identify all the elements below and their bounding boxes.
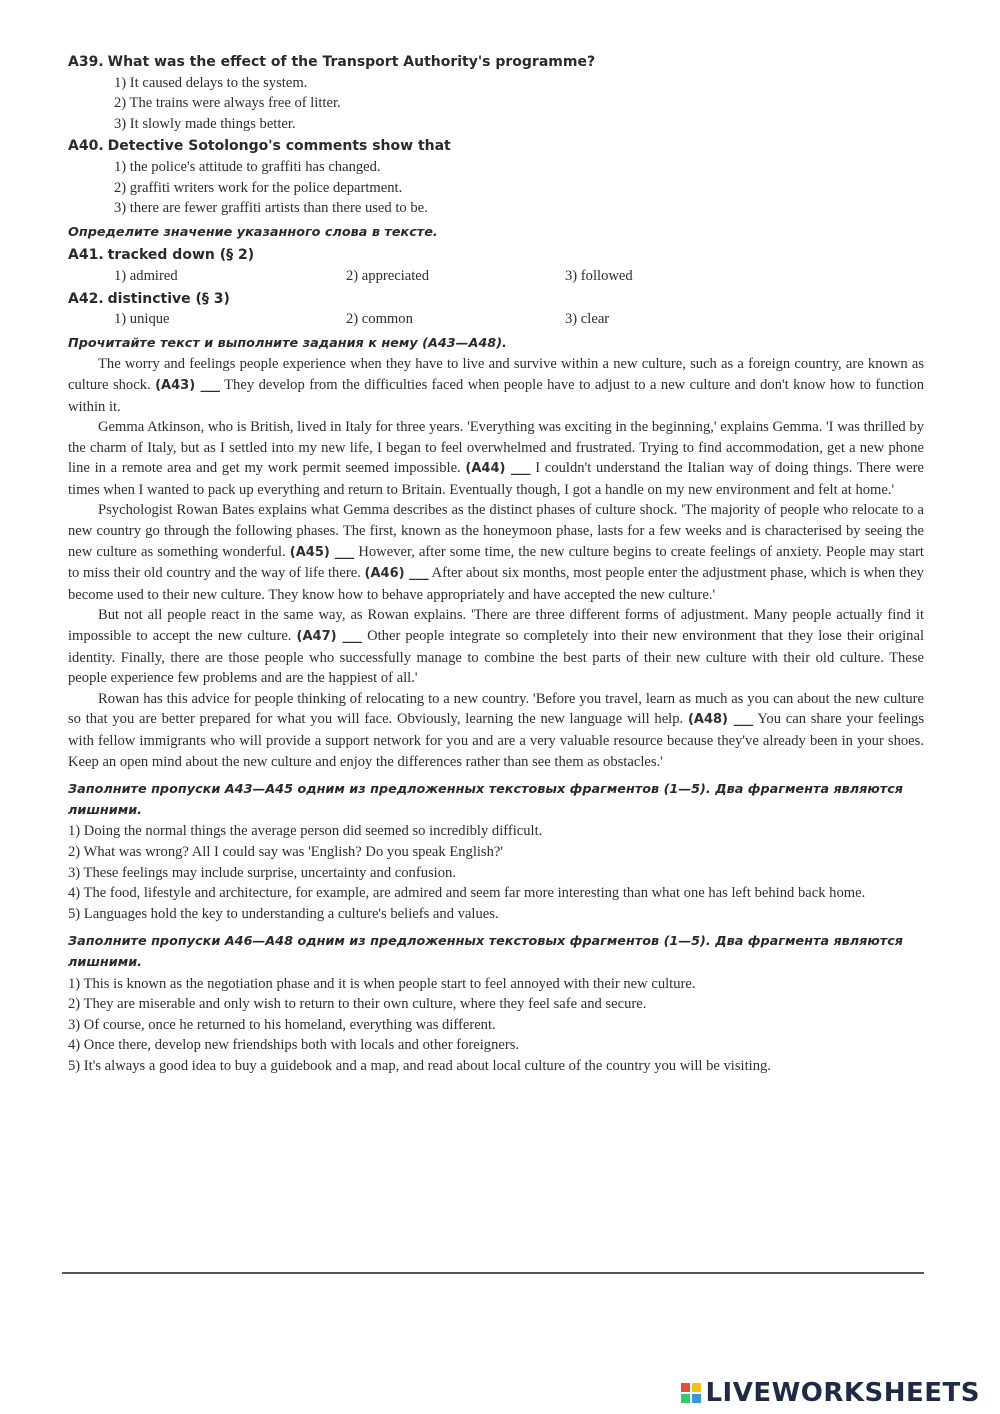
logo-square <box>681 1394 690 1403</box>
gap-a43[interactable]: (A43) ___ <box>155 377 220 393</box>
liveworksheets-logo-text: LIVEWORKSHEETS <box>705 1378 980 1408</box>
instruction-gaps-a46-a48: Заполните пропуски A46—A48 одним из предложенных текстовых фрагментов (1—5). Два фрагмента являются лишними. <box>68 934 904 970</box>
text-paragraph-1: The worry and feelings people experience when they have to live and survive within a new culture, such as a foreign country, are known as culture shock. (A43) ___ They develop from the difficulties faced when people have to adjust to a new culture and don't know how to function within it. <box>68 356 925 415</box>
question-a41: A41. tracked down (§ 2) <box>68 247 255 264</box>
list-item: 4) The food, lifestyle and architecture, for example, are admired and seem far more interesting than what one has left behind back home. <box>68 885 866 902</box>
instruction-word-meaning: Определите значение указанного слова в тексте. <box>68 224 438 240</box>
list-item: 1) Doing the normal things the average person did seemed so incredibly difficult. <box>68 823 543 840</box>
list-item: 2) What was wrong? All I could say was 'English? Do you speak English?' <box>68 843 504 860</box>
list-item: 2) They are miserable and only wish to return to their own culture, where they feel safe and secure. <box>68 996 647 1013</box>
list-item: 5) Languages hold the key to understanding a culture's beliefs and values. <box>68 905 499 922</box>
question-a42: A42. distinctive (§ 3) <box>68 290 230 307</box>
fragments-a46-a48 <box>68 974 924 1077</box>
instruction-gaps-a43-a45: Заполните пропуски A43—A45 одним из предложенных текстовых фрагментов (1—5). Два фрагмента являются лишними. <box>68 782 904 818</box>
a40-option-3: 3) there are fewer graffiti artists than there used to be. <box>114 200 428 217</box>
gap-a45[interactable]: (A45) ___ <box>289 544 355 560</box>
question-a40: A40. Detective Sotolongo's comments show that <box>68 138 451 155</box>
list-item: 3) These feelings may include surprise, uncertainty and confusion. <box>68 864 456 881</box>
a41-option-2: 2) appreciated <box>346 267 430 284</box>
liveworksheets-logo <box>681 1378 980 1408</box>
a42-option-3: 3) clear <box>565 311 610 328</box>
instruction-read-text: Прочитайте текст и выполните задания к нему (A43—A48). <box>68 335 507 351</box>
text-paragraph-2: Gemma Atkinson, who is British, lived in Italy for three years. 'Everything was exciting in the beginning,' explains Gemma. 'I was thrilled by the charm of Italy, but as I settled into my new life, I began to feel overwhelmed and frustrated. Trying to find accommodation, get a new phone line in a remote area and get my work permit seemed impossible. (A44) ___ I couldn't understand the Italian way of doing things. There were times when I wanted to pack up everything and return to Britain. Eventually though, I got a handle on my new environment and felt at home.' <box>68 419 925 498</box>
worksheet-page <box>68 50 924 1077</box>
a40-option-1: 1) the police's attitude to graffiti has changed. <box>114 158 381 175</box>
liveworksheets-logo-icon <box>681 1383 701 1403</box>
a42-options <box>68 309 924 330</box>
a42-option-2: 2) common <box>346 311 413 328</box>
logo-square <box>692 1383 701 1392</box>
gap-a44[interactable]: (A44) ___ <box>465 461 531 477</box>
question-a39: A39. What was the effect of the Transport Authority's programme? <box>68 54 596 70</box>
logo-square <box>681 1383 690 1392</box>
list-item: 1) This is known as the negotiation phase and it is when people start to feel annoyed with their new culture. <box>68 975 696 992</box>
a39-option-1: 1) It caused delays to the system. <box>114 74 308 91</box>
list-item: 3) Of course, once he returned to his homeland, everything was different. <box>68 1016 496 1033</box>
a41-option-3: 3) followed <box>565 267 633 284</box>
page-bottom-divider <box>62 1272 924 1274</box>
a42-option-1: 1) unique <box>114 311 170 328</box>
list-item: 4) Once there, develop new friendships both with locals and other foreigners. <box>68 1037 520 1054</box>
gap-a46[interactable]: (A46) ___ <box>364 566 429 582</box>
text-paragraph-3: Psychologist Rowan Bates explains what Gemma describes as the distinct phases of culture shock. 'The majority of people who relocate to a new country go through the following phases. The first, known as the honeymoon phase, lasts for a few weeks and is characterised by seeing the new culture as something wonderful. (A45) ___ However, after some time, the new culture begins to create feelings of anxiety. People may start to miss their old country and the way of life there. (A46) ___ After about six months, most people enter the adjustment phase, which is when they become used to their new culture. They know how to behave appropriately and have accepted the new culture.' <box>68 502 924 603</box>
a41-options <box>68 266 924 287</box>
a39-option-2: 2) The trains were always free of litter. <box>114 95 341 112</box>
a39-option-3: 3) It slowly made things better. <box>114 115 296 132</box>
text-paragraph-5: Rowan has this advice for people thinking of relocating to a new country. 'Before you travel, learn as much as you can about the new culture so that you are better prepared for what you will face. Obviously, learning the new language will help. (A48) ___ You can share your feelings with fellow immigrants who will provide a support network for you and are a very valuable resource because they've already been in your shoes. Keep an open mind about the new culture and enjoy the differences rather than see them as obstacles.' <box>68 690 924 770</box>
list-item: 5) It's always a good idea to buy a guidebook and a map, and read about local culture of the country you will be visiting. <box>68 1057 771 1074</box>
a40-option-2: 2) graffiti writers work for the police department. <box>114 179 403 196</box>
logo-square <box>692 1394 701 1403</box>
gap-a47[interactable]: (A47) ___ <box>296 629 363 645</box>
fragments-a43-a45 <box>68 821 924 924</box>
gap-a48[interactable]: (A48) ___ <box>687 712 754 728</box>
a41-option-1: 1) admired <box>114 267 178 284</box>
text-paragraph-4: But not all people react in the same way, as Rowan explains. 'There are three different forms of adjustment. Many people actually find it impossible to accept the new culture. (A47) ___ Other people integrate so completely into their new environment that they lose their original identity. Finally, there are those people who successfully manage to combine the best parts of their new culture with their old culture. These people experience few problems and are the happiest of all.' <box>68 607 925 687</box>
